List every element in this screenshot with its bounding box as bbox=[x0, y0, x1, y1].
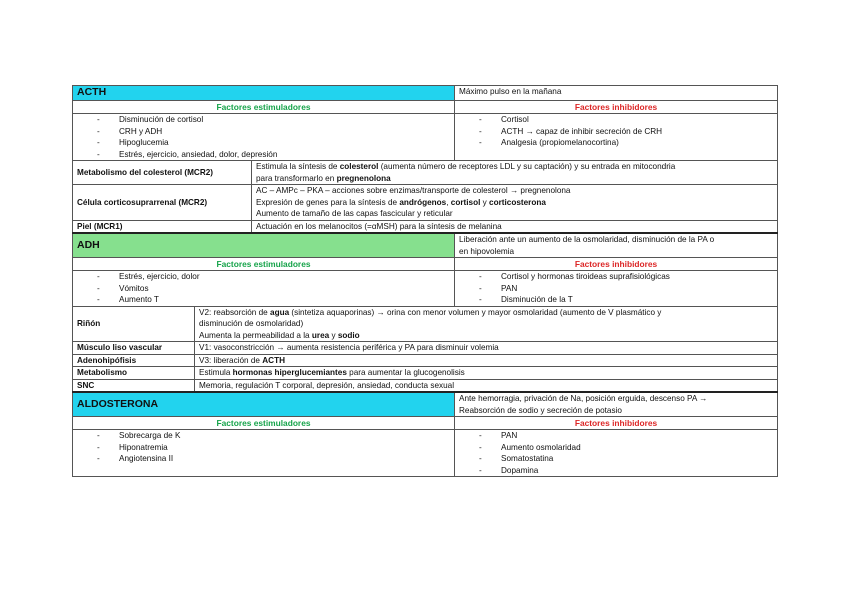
list-item: - PAN bbox=[459, 430, 773, 442]
acth-action-row bbox=[73, 220, 778, 233]
adh-note bbox=[455, 233, 778, 258]
acth-action-label: Piel (MCR1) bbox=[73, 220, 252, 233]
acth-inhib-cell bbox=[455, 114, 778, 161]
adh-action-row bbox=[73, 354, 778, 367]
list-item: - CRH y ADH bbox=[77, 126, 450, 138]
acth-note: Máximo pulso en la mañana bbox=[455, 86, 778, 101]
adh-stim-header: Factores estimuladores bbox=[73, 258, 455, 271]
adh-inhib-list bbox=[459, 271, 773, 306]
adh-action-label: SNC bbox=[73, 379, 195, 392]
adh-action-label: Riñón bbox=[73, 306, 195, 342]
aldo-stim-cell bbox=[73, 430, 455, 477]
acth-factors-header-row bbox=[73, 101, 778, 114]
acth-action-text bbox=[252, 185, 778, 221]
acth-inhib-header: Factores inhibidores bbox=[455, 101, 778, 114]
bold-term: urea bbox=[311, 330, 330, 340]
list-item: - Somatostatina bbox=[459, 453, 773, 465]
list-item: - Estrés, ejercicio, dolor bbox=[77, 271, 450, 283]
acth-action-row bbox=[73, 161, 778, 185]
text-line: Actuación en los melanocitos (=αMSH) para la síntesis de melanina bbox=[256, 221, 502, 231]
list-item: - Vómitos bbox=[77, 283, 450, 295]
list-item: - Disminución de cortisol bbox=[77, 114, 450, 126]
list-item: - PAN bbox=[459, 283, 773, 295]
acth-action-label: Célula corticosuprarrenal (MCR2) bbox=[73, 185, 252, 221]
aldo-note-line: Ante hemorragia, privación de Na, posición erguida, descenso PA → bbox=[459, 394, 708, 403]
text-line: V2: reabsorción de agua (sintetiza aquaporinas) → orina con menor volumen y mayor osmolaridad (aumento de V plasmático y bbox=[199, 307, 662, 317]
bold-term: colesterol bbox=[339, 162, 379, 171]
adh-action-text bbox=[195, 367, 778, 380]
adh-note-line: en hipovolemia bbox=[459, 246, 515, 256]
list-item: - ACTH → capaz de inhibir secreción de CRH bbox=[459, 126, 773, 138]
adh-action-row bbox=[73, 306, 778, 342]
adh-stim-cell bbox=[73, 271, 455, 307]
text-line: disminución de osmolaridad) bbox=[199, 319, 304, 328]
text-line: V1: vasoconstricción → aumenta resistencia periférica y PA para disminuir volemia bbox=[199, 343, 499, 352]
acth-stim-header: Factores estimuladores bbox=[73, 101, 455, 114]
acth-action-label: Metabolismo del colesterol (MCR2) bbox=[73, 161, 252, 185]
adh-note-line: Liberación ante un aumento de la osmolaridad, disminución de la PA o bbox=[459, 235, 715, 244]
text-line: Expresión de genes para la síntesis de andrógenos, cortisol y corticosterona bbox=[256, 197, 546, 207]
list-item: - Hiponatremia bbox=[77, 442, 450, 454]
aldo-factors-row bbox=[73, 430, 778, 477]
adh-action-text bbox=[195, 342, 778, 355]
aldo-note-line: Reabsorción de sodio y secreción de potasio bbox=[459, 405, 622, 415]
adh-factors-row bbox=[73, 271, 778, 307]
list-item: - Hipoglucemia bbox=[77, 137, 450, 149]
list-item: - Estrés, ejercicio, ansiedad, dolor, depresión bbox=[77, 149, 450, 161]
acth-inhib-list bbox=[459, 114, 773, 149]
text-line: Aumenta la permeabilidad a la urea y sodio bbox=[199, 330, 360, 340]
adh-inhib-cell bbox=[455, 271, 778, 307]
list-item: - Cortisol y hormonas tiroideas suprafisiológicas bbox=[459, 271, 773, 283]
text-line: Estimula hormonas hiperglucemiantes para aumentar la glucogenolisis bbox=[199, 368, 465, 377]
text-line: V3: liberación de ACTH bbox=[199, 355, 286, 365]
acth-action-row bbox=[73, 185, 778, 221]
aldo-stim-list bbox=[77, 430, 450, 465]
aldo-inhib-header: Factores inhibidores bbox=[455, 417, 778, 430]
text-line: AC – AMPc – PKA – acciones sobre enzimas/transporte de colesterol → pregnenolona bbox=[256, 186, 571, 195]
acth-action-text bbox=[252, 161, 778, 185]
text-line: Aumento de tamaño de las capas fascicular y reticular bbox=[256, 209, 453, 218]
bold-term: ACTH bbox=[262, 355, 286, 365]
bold-term: andrógenos bbox=[399, 197, 447, 207]
list-item: - Cortisol bbox=[459, 114, 773, 126]
aldo-inhib-cell bbox=[455, 430, 778, 477]
list-item: - Aumento osmolaridad bbox=[459, 442, 773, 454]
text-line: para transformarlo en pregnenolona bbox=[256, 173, 391, 183]
bold-term: pregnenolona bbox=[336, 173, 391, 183]
aldo-note bbox=[455, 392, 778, 417]
acth-title: ACTH bbox=[73, 86, 455, 101]
list-item: - Angiotensina II bbox=[77, 453, 450, 465]
list-item: - Disminución de la T bbox=[459, 294, 773, 306]
acth-stim-cell bbox=[73, 114, 455, 161]
adh-inhib-header: Factores inhibidores bbox=[455, 258, 778, 271]
acth-action-text bbox=[252, 220, 778, 233]
adh-action-text bbox=[195, 354, 778, 367]
aldo-header-row bbox=[73, 392, 778, 417]
aldo-title: ALDOSTERONA bbox=[73, 392, 455, 417]
adh-stim-list bbox=[77, 271, 450, 306]
adh-action-label: Metabolismo bbox=[73, 367, 195, 380]
aldo-factors-header-row bbox=[73, 417, 778, 430]
adh-action-text bbox=[195, 306, 778, 342]
adh-action-text bbox=[195, 379, 778, 392]
text-line: Estimula la síntesis de colesterol (aumenta número de receptores LDL y su captación) y su entrada en mitocondria bbox=[256, 162, 676, 171]
adh-action-row bbox=[73, 367, 778, 380]
bold-term: sodio bbox=[337, 330, 360, 340]
text-line: Memoria, regulación T corporal, depresión, ansiedad, conducta sexual bbox=[199, 380, 455, 390]
list-item: - Sobrecarga de K bbox=[77, 430, 450, 442]
aldo-stim-header: Factores estimuladores bbox=[73, 417, 455, 430]
bold-term: agua bbox=[270, 307, 290, 317]
hormone-table bbox=[72, 85, 778, 477]
list-item: - Aumento T bbox=[77, 294, 450, 306]
list-item: - Dopamina bbox=[459, 465, 773, 477]
bold-term: hormonas hiperglucemiantes bbox=[232, 368, 347, 377]
adh-action-row bbox=[73, 379, 778, 392]
acth-header-row bbox=[73, 86, 778, 101]
adh-title: ADH bbox=[73, 233, 455, 258]
hormone-summary-page bbox=[72, 85, 777, 477]
adh-action-label: Adenohipófisis bbox=[73, 354, 195, 367]
list-item: - Analgesia (propiomelanocortina) bbox=[459, 137, 773, 149]
acth-stim-list bbox=[77, 114, 450, 160]
aldo-inhib-list bbox=[459, 430, 773, 476]
adh-header-row bbox=[73, 233, 778, 258]
adh-action-row bbox=[73, 342, 778, 355]
bold-term: corticosterona bbox=[489, 197, 546, 207]
bold-term: cortisol bbox=[450, 197, 481, 207]
acth-factors-row bbox=[73, 114, 778, 161]
adh-action-label: Músculo liso vascular bbox=[73, 342, 195, 355]
adh-factors-header-row bbox=[73, 258, 778, 271]
